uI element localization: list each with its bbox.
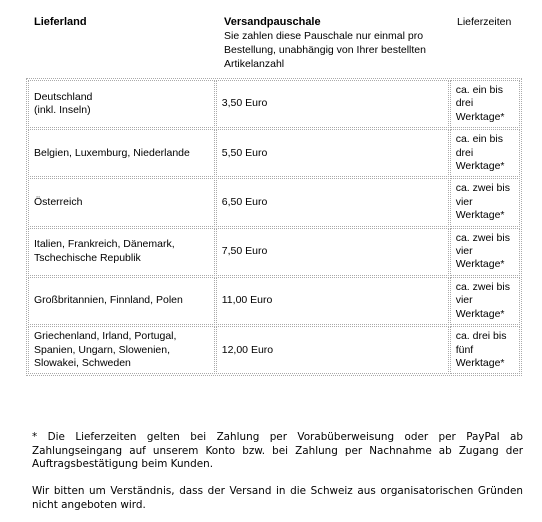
price-cell: 3,50 Euro — [216, 80, 449, 128]
price-cell: 7,50 Euro — [216, 228, 449, 276]
price-cell: 11,00 Euro — [216, 277, 449, 325]
delivery-cell: ca. zwei bis vier Werktage* — [450, 178, 520, 226]
delivery-cell: ca. ein bis drei Werktage* — [450, 80, 520, 128]
country-cell: Österreich — [28, 178, 215, 226]
country-sub: Tschechische Republik — [34, 251, 141, 264]
country-name: Italien, Frankreich, Dänemark, — [34, 238, 175, 251]
country-cell: Belgien, Luxemburg, Niederlande — [28, 129, 215, 177]
table-row — [28, 80, 520, 128]
delivery-footnote: * Die Lieferzeiten gelten bei Zahlung per Vorabüberweisung oder per PayPal ab Zahlungseingang auf unserem Konto bzw. bei Zahlung per Nachnahme ab Zugang der Auftragsbestätigung beim Kunden. — [32, 431, 523, 470]
country-cell: Großbritannien, Finnland, Polen — [28, 277, 215, 325]
country-name: Deutschland — [34, 90, 93, 103]
country-cell — [28, 326, 215, 374]
header-shipping-subtitle: Sie zahlen diese Pauschale nur einmal pro Bestellung, unabhängig von Ihrer bestellten Artikelanzahl — [224, 30, 426, 70]
price-cell: 5,50 Euro — [216, 129, 449, 177]
delivery-cell: ca. ein bis drei Werktage* — [450, 129, 520, 177]
table-header — [0, 6, 542, 76]
table-row — [28, 228, 520, 276]
delivery-cell: ca. zwei bis vier Werktage* — [450, 228, 520, 276]
header-delivery: Lieferzeiten — [457, 16, 512, 28]
header-shipping — [224, 16, 448, 71]
country-name: Griechenland, Irland, Portugal, — [34, 330, 177, 343]
delivery-cell: ca. drei bis fünf Werktage* — [450, 326, 520, 374]
header-country: Lieferland — [34, 16, 87, 28]
country-sub: (inkl. Inseln) — [34, 104, 91, 117]
country-cell — [28, 80, 215, 128]
delivery-cell: ca. zwei bis vier Werktage* — [450, 277, 520, 325]
header-shipping-title: Versandpauschale — [224, 16, 321, 28]
price-cell: 6,50 Euro — [216, 178, 449, 226]
table-row — [28, 277, 520, 325]
shipping-table — [26, 78, 522, 376]
table-row — [28, 326, 520, 374]
table-row — [28, 178, 520, 226]
switzerland-note: Wir bitten um Verständnis, dass der Versand in die Schweiz aus organisatorischen Gründen nicht angeboten wird. — [32, 485, 523, 511]
country-sub: Spanien, Ungarn, Slowenien, Slowakei, Schweden — [34, 343, 171, 369]
price-cell: 12,00 Euro — [216, 326, 449, 374]
table-row — [28, 129, 520, 177]
country-cell — [28, 228, 215, 276]
